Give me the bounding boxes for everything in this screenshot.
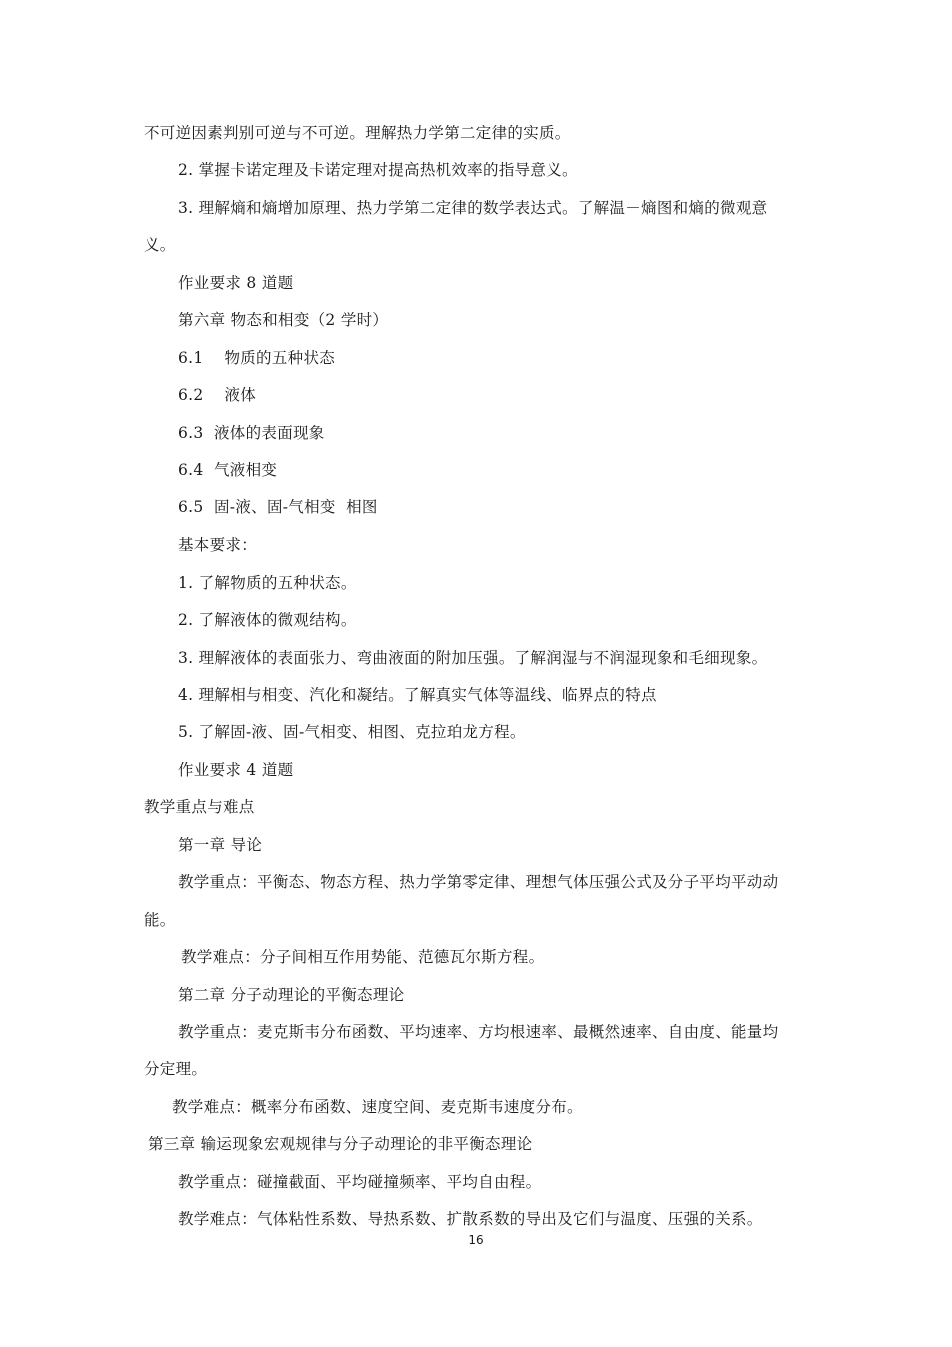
chapter-heading: 第一章 导论 xyxy=(178,836,263,854)
text-line: 作业要求 8 道题 xyxy=(178,274,294,292)
text-line: 教学难点：气体粘性系数、导热系数、扩散系数的导出及它们与温度、压强的关系。 xyxy=(178,1210,763,1228)
text-line: 教学重点：麦克斯韦分布函数、平均速率、方均根速率、最概然速率、自由度、能量均 xyxy=(178,1023,779,1041)
chapter-heading: 第三章 输运现象宏观规律与分子动理论的非平衡态理论 xyxy=(148,1135,533,1153)
section-item: 6.2 液体 xyxy=(178,386,257,404)
text-line: 3. 理解熵和熵增加原理、热力学第二定律的数学表达式。了解温－熵图和熵的微观意 xyxy=(178,199,768,217)
page-number: 16 xyxy=(468,1233,484,1247)
text-line: 2. 掌握卡诺定理及卡诺定理对提高热机效率的指导意义。 xyxy=(178,161,578,179)
text-line: 教学难点：概率分布函数、速度空间、麦克斯韦速度分布。 xyxy=(172,1098,583,1116)
text-line: 5. 了解固-液、固-气相变、相图、克拉珀龙方程。 xyxy=(178,723,526,741)
chapter-heading: 第二章 分子动理论的平衡态理论 xyxy=(178,986,405,1004)
section-item: 6.5 固-液、固-气相变 相图 xyxy=(178,498,378,516)
section-item: 6.3 液体的表面现象 xyxy=(178,424,325,442)
section-heading: 教学重点与难点 xyxy=(144,798,255,816)
chapter-heading: 第六章 物态和相变（2 学时） xyxy=(178,311,389,329)
text-line: 义。 xyxy=(144,236,176,254)
text-line: 3. 理解液体的表面张力、弯曲液面的附加压强。了解润湿与不润湿现象和毛细现象。 xyxy=(178,649,768,667)
text-line: 2. 了解液体的微观结构。 xyxy=(178,611,357,629)
text-line: 教学难点：分子间相互作用势能、范德瓦尔斯方程。 xyxy=(181,948,545,966)
text-line: 教学重点：平衡态、物态方程、热力学第零定律、理想气体压强公式及分子平均平动动 xyxy=(178,873,779,891)
text-line: 不可逆因素判别可逆与不可逆。理解热力学第二定律的实质。 xyxy=(144,124,571,142)
section-item: 6.1 物质的五种状态 xyxy=(178,349,336,367)
text-line: 1. 了解物质的五种状态。 xyxy=(178,574,357,592)
text-line: 教学重点：碰撞截面、平均碰撞频率、平均自由程。 xyxy=(178,1173,542,1191)
section-item: 6.4 气液相变 xyxy=(178,461,278,479)
text-line: 分定理。 xyxy=(144,1060,208,1078)
text-line: 基本要求： xyxy=(178,536,258,554)
text-line: 4. 理解相与相变、汽化和凝结。了解真实气体等温线、临界点的特点 xyxy=(178,686,657,704)
text-line: 能。 xyxy=(144,911,176,929)
text-line: 作业要求 4 道题 xyxy=(178,761,294,779)
